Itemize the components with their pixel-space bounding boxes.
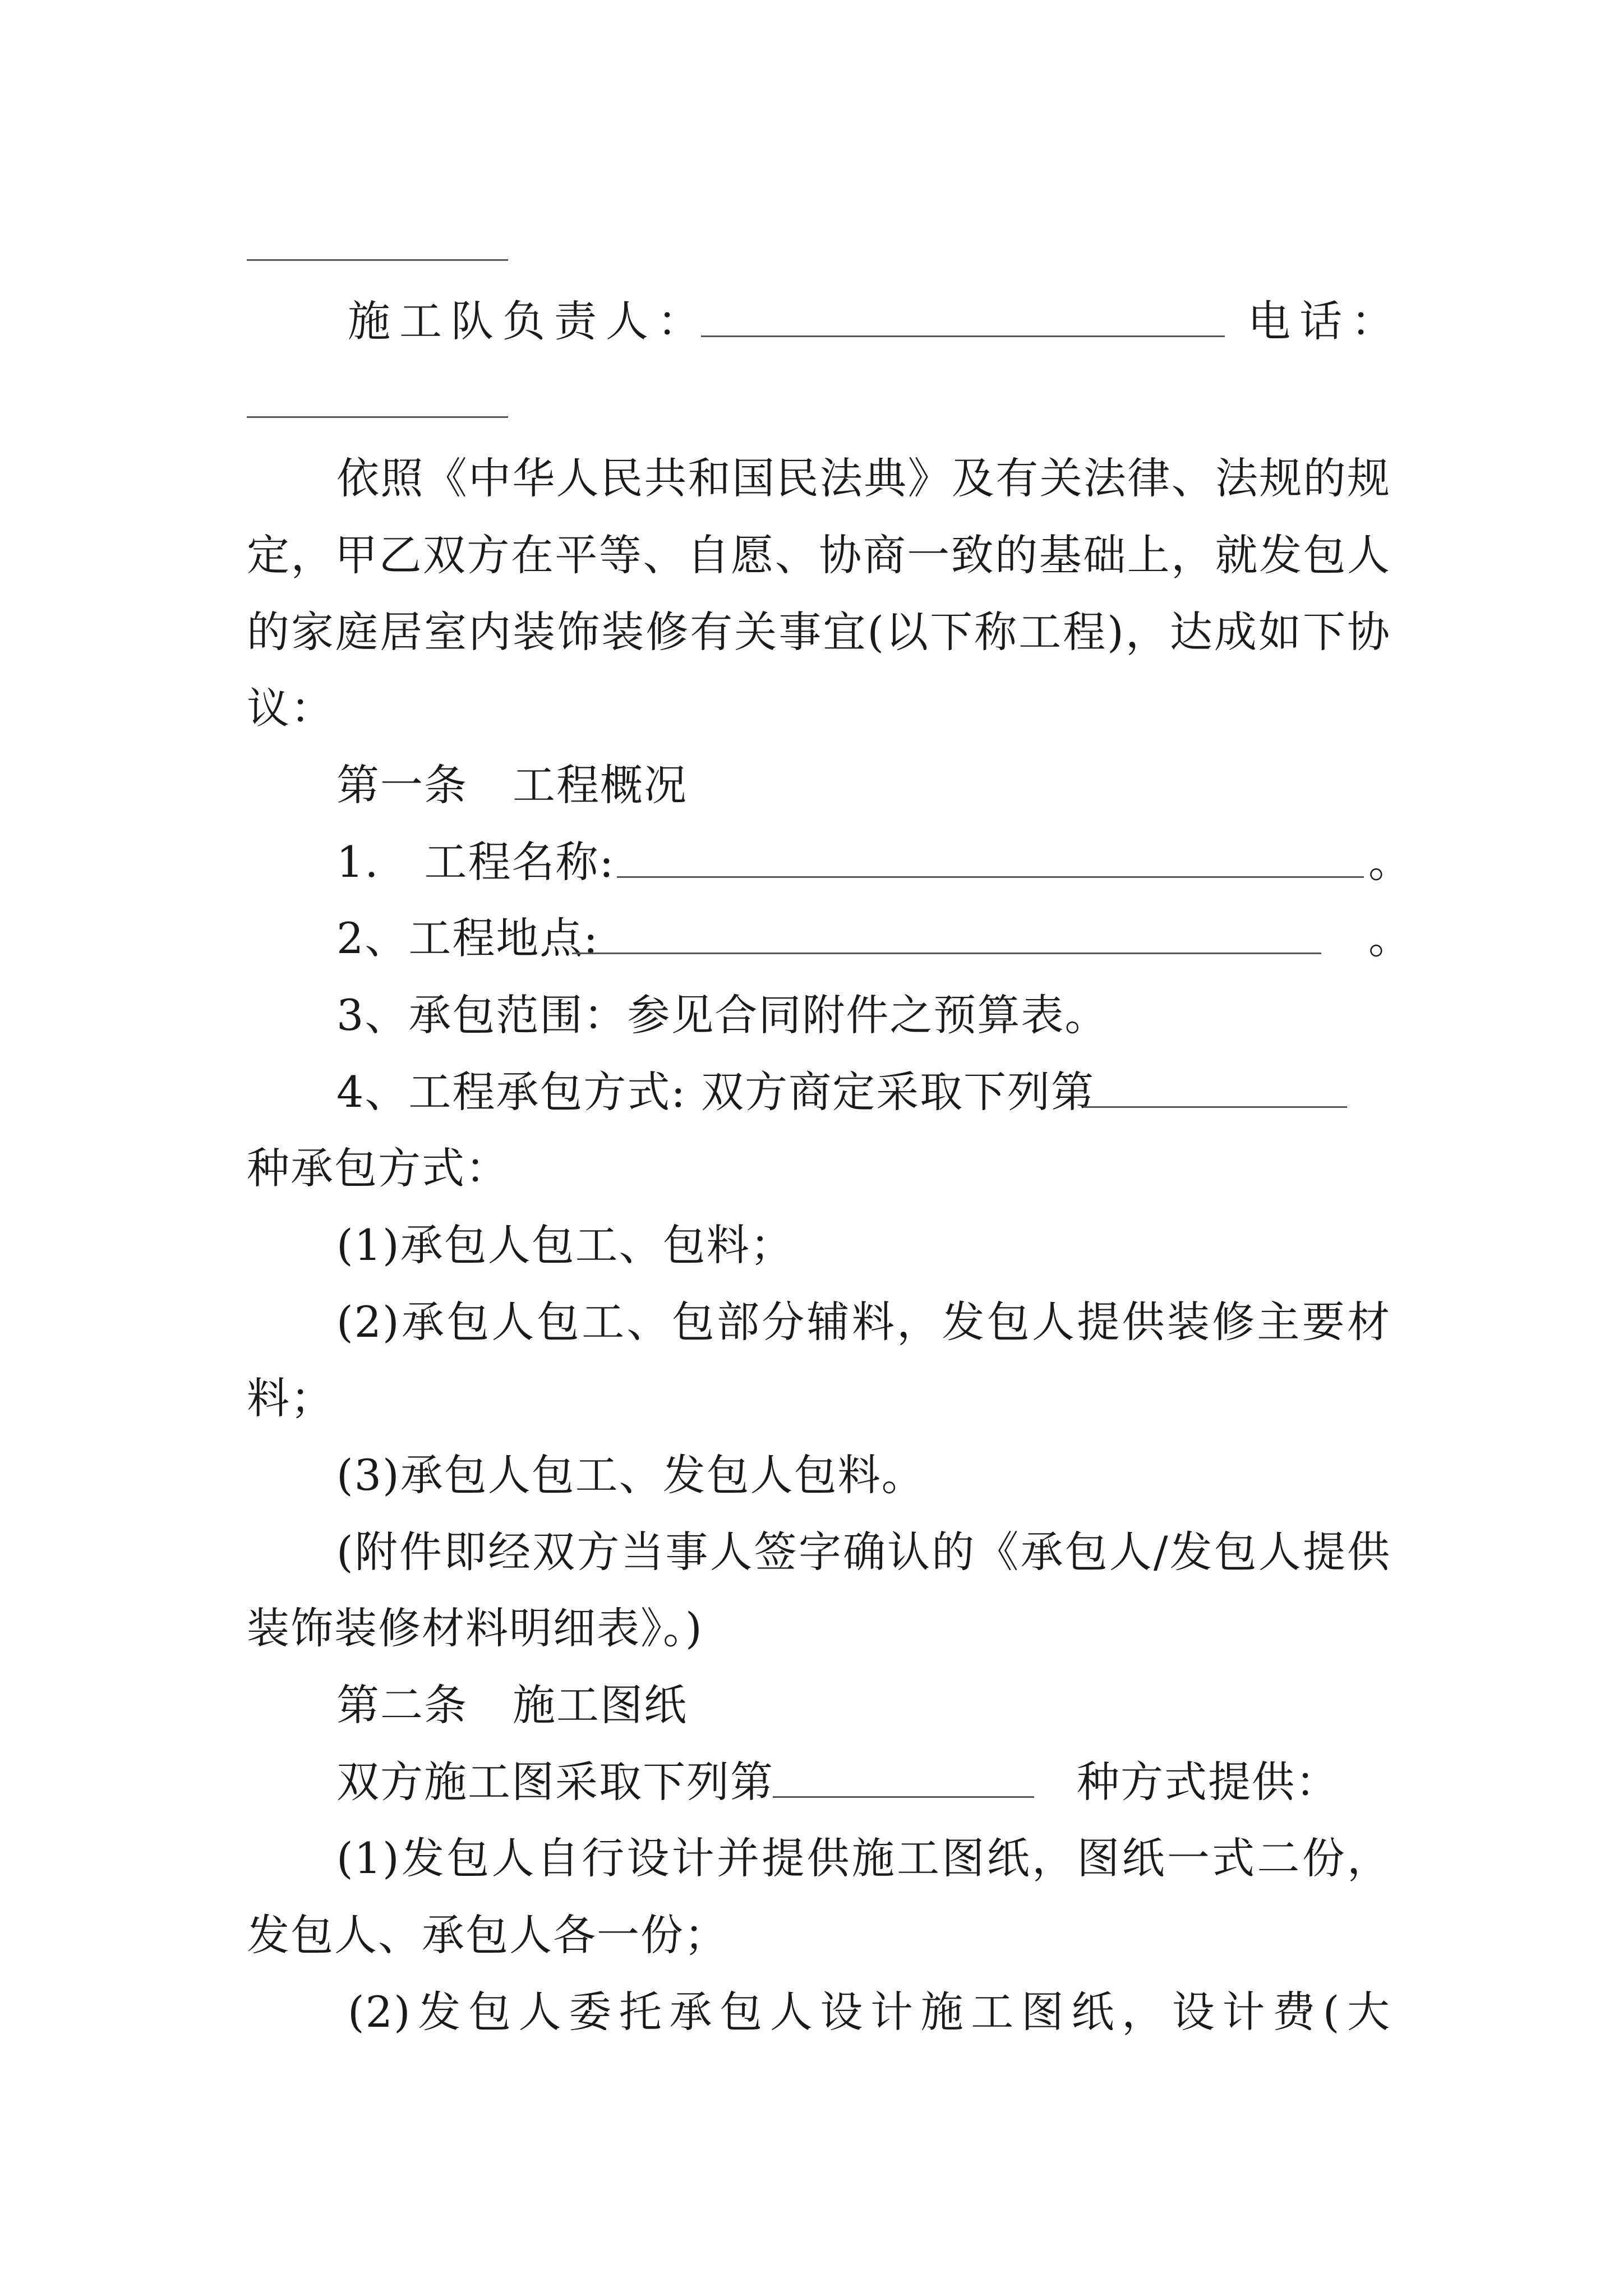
contract-option-2-line-1: (2)承包人包工、包部分辅料，发包人提供装修主要材: [336, 1297, 1391, 1347]
article1-item1: [336, 834, 615, 890]
intro-line-1: 依照《中华人民共和国民法典》及有关法律、法规的规: [336, 453, 1391, 503]
attachment-note-line-2: 装饰装修材料明细表》。): [247, 1603, 703, 1653]
item1-number: 1.: [336, 837, 380, 887]
drawing-option-2-line-1: (2)发包人委托承包人设计施工图纸，设计费(大: [348, 1987, 1391, 2037]
drawing-method-blank[interactable]: [773, 1796, 1034, 1798]
intro-line-4: 议：: [247, 683, 334, 733]
intro-line-3: 的家庭居室内装饰装修有关事宜(以下称工程)，达成如下协: [247, 607, 1391, 657]
item2-end: 。: [1368, 913, 1412, 963]
article2-number: 第二条: [336, 1680, 468, 1730]
article1-title: 工程概况: [513, 760, 688, 810]
article1-item3: 3、承包范围：参见合同附件之预算表。: [336, 990, 1109, 1040]
drawing-option-1-line-1: (1)发包人自行设计并提供施工图纸，图纸一式二份，: [336, 1833, 1391, 1883]
phone-label: 电话：: [1248, 296, 1403, 346]
article1-item2: 2、工程地点:: [336, 913, 599, 963]
drawing-method-end: 种方式提供：: [1077, 1757, 1339, 1807]
contract-option-3: (3)承包人包工、发包人包料。: [336, 1450, 925, 1500]
article1-item4-cont: 种承包方式：: [247, 1143, 509, 1193]
article2-heading: [336, 1677, 688, 1733]
contract-option-2-line-2: 料；: [247, 1373, 334, 1423]
leader-blank[interactable]: [701, 335, 1225, 337]
item1-label: 工程名称:: [424, 837, 615, 887]
article1-item4: 4、工程承包方式: 双方商定采取下列第: [336, 1067, 1095, 1117]
project-name-blank[interactable]: [617, 876, 1364, 878]
article2-title: 施工图纸: [513, 1680, 688, 1730]
item1-end: 。: [1368, 837, 1412, 887]
article1-heading: [336, 757, 688, 813]
article1-number: 第一条: [336, 760, 468, 810]
intro-line-2: 定，甲乙双方在平等、自愿、协商一致的基础上，就发包人: [247, 530, 1391, 580]
attachment-note-line-1: (附件即经双方当事人签字确认的《承包人/发包人提供: [336, 1527, 1391, 1577]
leader-label: 施工队负责人：: [348, 296, 709, 346]
project-location-blank[interactable]: [572, 953, 1321, 954]
leader-row: [348, 293, 709, 349]
contract-mode-blank[interactable]: [1083, 1106, 1347, 1108]
top-blank-line: [247, 259, 508, 261]
drawing-method-label: 双方施工图采取下列第: [336, 1757, 774, 1807]
phone-blank[interactable]: [247, 416, 508, 418]
drawing-option-1-line-2: 发包人、承包人各一份；: [247, 1910, 728, 1960]
contract-option-1: (1)承包人包工、包料；: [336, 1220, 794, 1270]
phone-row: [1248, 293, 1403, 349]
